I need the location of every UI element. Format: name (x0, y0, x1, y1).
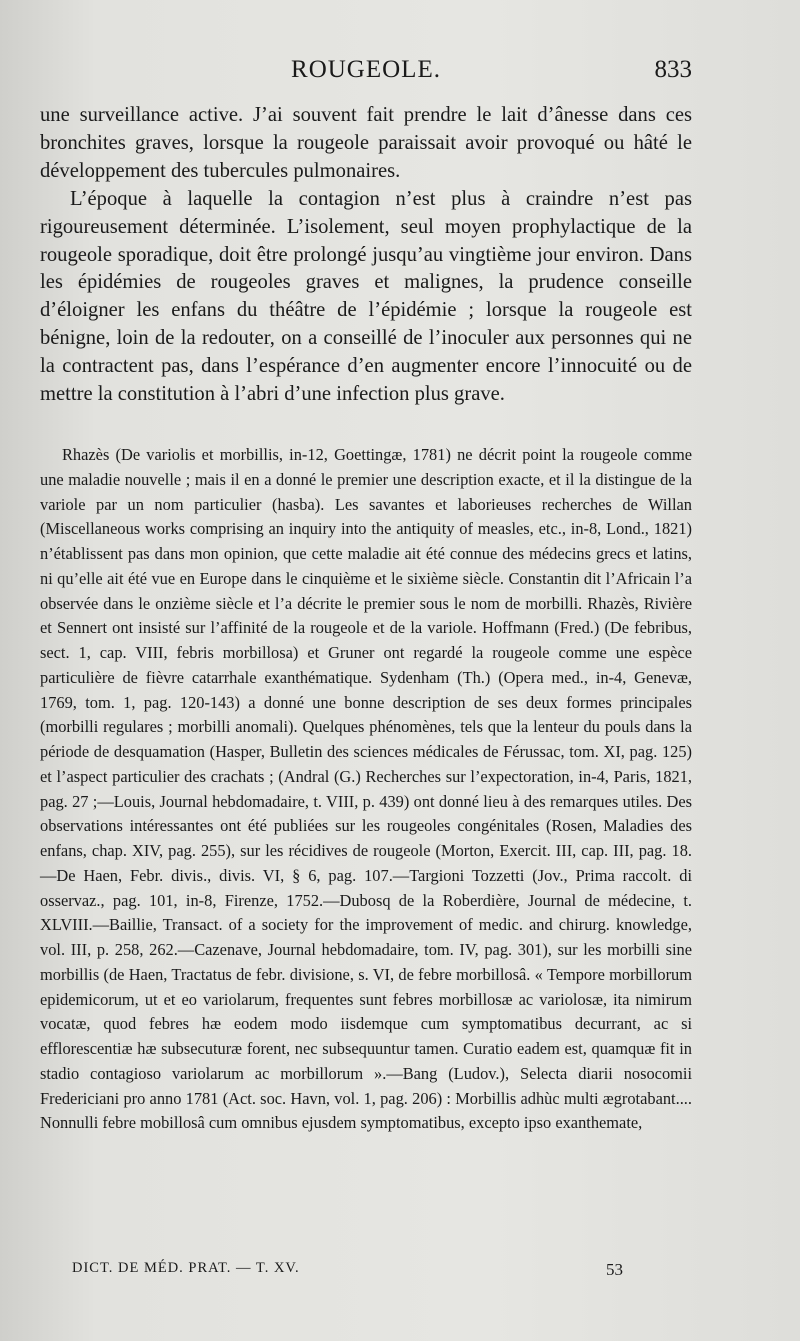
main-paragraph-2: L’époque à laquelle la contagion n’est plus à craindre n’est pas rigoureusement déterminée. L’isolement, seul moyen prophylactique de la rougeole sporadique, doit être prolongé jusqu’au vingtième jour environ. Dans les épidémies de rougeoles graves et malignes, la prudence conseille d’éloigner les enfans du théâtre de l’épidémie ; lorsque la rougeole est bénigne, loin de la redouter, on a conseillé de l’inoculer aux personnes qui ne la contractent pas, dans l’espérance d’en augmenter encore l’innocuité ou de mettre la constitution à l’abri d’une infection plus grave. (40, 187, 692, 406)
main-text (40, 102, 692, 409)
running-title: ROUGEOLE. (291, 56, 441, 83)
signature-number: 53 (606, 1260, 623, 1279)
main-paragraph-1: une surveillance active. J’ai souvent fait prendre le lait d’ânesse dans ces bronchites graves, lorsque la rougeole paraissait avoir provoqué ou hâté le développement des tubercules pulmonaires. (40, 104, 692, 182)
page-header (40, 56, 692, 92)
page-footer (40, 1260, 692, 1286)
bibliographic-notes (40, 443, 692, 1136)
notes-paragraph: Rhazès (De variolis et morbillis, in-12, Goettingæ, 1781) ne décrit point la rougeole comme une maladie nouvelle ; mais il en a donné le premier une description exacte, et il la distingue de la variole par un nom particulier (hasba). Les savantes et laborieuses recherches de Willan (Miscellaneous works comprising an inquiry into the antiquity of measles, etc., in-8, Lond., 1821) n’établissent pas dans mon opinion, que cette maladie ait été connue des médecins grecs et latins, ni qu’elle ait été vue en Europe dans le cinquième et le sixième siècle. Constantin dit l’Africain l’a observée dans le onzième siècle et l’a décrite le premier sous le nom de morbilli. Rhazès, Rivière et Sennert ont insisté sur l’affinité de la rougeole et de la variole. Hoffmann (Fred.) (De febribus, sect. 1, cap. VIII, febris morbillosa) et Gruner ont regardé la rougeole comme une espèce particulière de fièvre catarrhale exanthématique. Sydenham (Th.) (Opera med., in-4, Genevæ, 1769, tom. 1, pag. 120-143) a donné une bonne description de ses deux formes principales (morbilli regulares ; morbilli anomali). Quelques phénomènes, tels que la lenteur du pouls dans la période de desquamation (Hasper, Bulletin des sciences médicales de Férussac, tom. XI, pag. 125) et l’aspect particulier des crachats ; (Andral (G.) Recherches sur l’expectoration, in-4, Paris, 1821, pag. 27 ;—Louis, Journal hebdomadaire, t. VIII, p. 439) ont donné lieu à des remarques utiles. Des observations intéressantes ont été publiées sur les rougeoles congénitales (Rosen, Maladies des enfans, chap. XIV, pag. 255), sur les récidives de rougeole (Morton, Exercit. III, cap. III, pag. 18.—De Haen, Febr. divis., divis. VI, § 6, pag. 107.—Targioni Tozzetti (Jov., Prima raccolt. di osservaz., pag. 101, in-8, Firenze, 1752.—Dubosq de la Roberdière, Journal de médecine, t. XLVIII.—Baillie, Transact. of a society for the improvement of medic. and chirurg. knowledge, vol. III, p. 258, 262.—Cazenave, Journal hebdomadaire, tom. IV, pag. 301), sur les morbilli sine morbillis (de Haen, Tractatus de febr. divisione, s. VI, de febre morbillosâ. « Tempore morbillorum epidemicorum, ut et eo variolarum, frequentes sunt febres morbillosæ ac variolosæ, ita nimirum vocatæ, quod febres hæ eodem modo iisdemque cum symptomatibus decurrant, ac si efflorescentiæ hæ subsecuturæ forent, nec subsequuntur tamen. Curatio eadem est, quamquæ fit in stadio contagioso variolarum ac morbillorum ».—Bang (Ludov.), Selecta diarii nosocomii Fredericiani pro anno 1781 (Act. soc. Havn, vol. 1, pag. 206) : Morbillis adhùc multi ægrotabant.... Nonnulli febre mobillosâ cum omnibus ejusdem symptomatibus, excepto ipso exanthemate, (40, 445, 692, 1133)
printer-signature: DICT. DE MÉD. PRAT. — T. XV. (72, 1260, 300, 1276)
page-number: 833 (654, 56, 692, 83)
